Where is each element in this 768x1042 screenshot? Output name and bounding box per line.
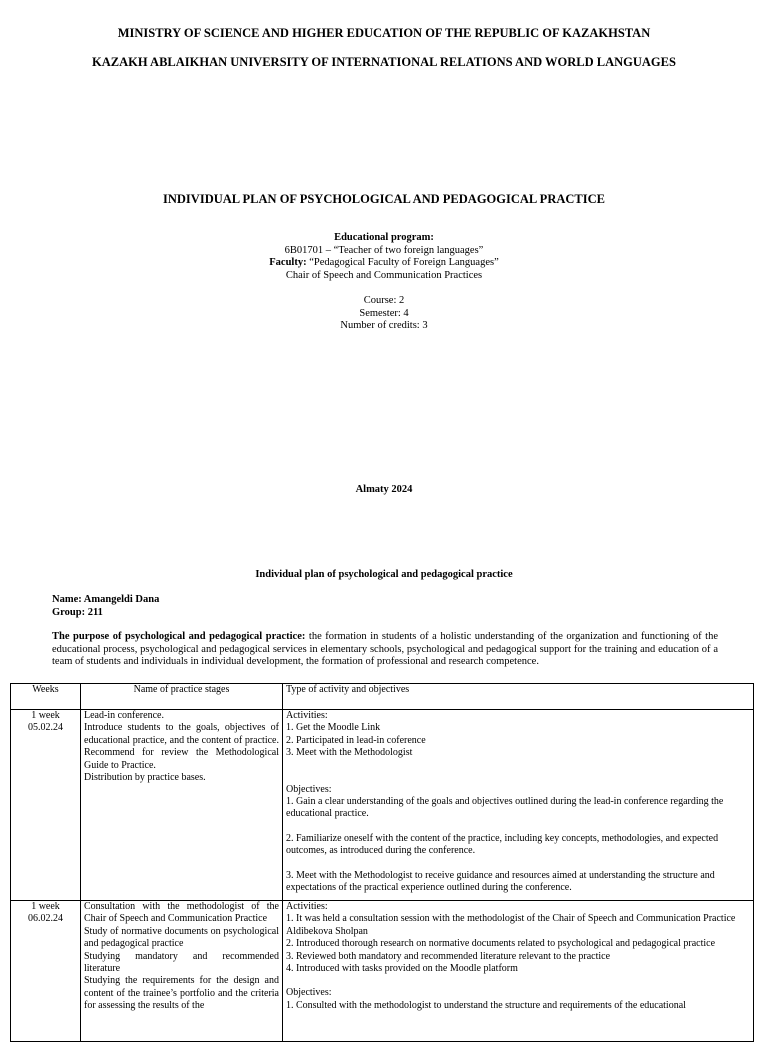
- week-date: 05.02.24: [28, 722, 63, 734]
- activity-item: 1. Get the Moodle Link: [286, 722, 381, 734]
- course: Course: 2: [363, 294, 405, 306]
- objective-item: 3. Meet with the Methodologist to receive guidance and resources aimed at understanding the structure and expectations of the practical experience outlined during the conference.: [286, 869, 715, 894]
- program-code: 6B01701 – “Teacher of two foreign languages”: [284, 244, 484, 256]
- objective-item: 1. Gain a clear understanding of the goals and objectives outlined during the lead-in conference regarding the educational practice.: [286, 796, 724, 820]
- stage-item: Lead-in conference.: [84, 710, 164, 721]
- activity-cell: [283, 710, 754, 901]
- stages-cell: [81, 901, 283, 1042]
- document-title: INDIVIDUAL PLAN OF PSYCHOLOGICAL AND PEDAGOGICAL PRACTICE: [163, 192, 605, 206]
- week-label: 1 week: [31, 901, 60, 912]
- objective-item: 2. Familiarize oneself with the content of the practice, including key concepts, methodologies, and expected outcomes, as introduced during the conference.: [286, 832, 719, 857]
- semester: Semester: 4: [359, 307, 409, 319]
- purpose-text: the formation in students of a holistic understanding of the organization and functioning of the educational process, psychological and pedagogical services in elementary schools, psychological and pedagogical support for the training and education of a team of students and individuals in individual development, the formation of professional and research competence.: [52, 631, 719, 668]
- chair-name: Chair of Speech and Communication Practices: [285, 269, 483, 281]
- faculty-name: “Pedagogical Faculty of Foreign Languages”: [309, 257, 499, 269]
- credits: Number of credits: 3: [340, 320, 428, 332]
- week-cell: [11, 710, 81, 901]
- table-row: [11, 901, 754, 1042]
- ministry-heading: MINISTRY OF SCIENCE AND HIGHER EDUCATION OF THE REPUBLIC OF KAZAKHSTAN: [117, 26, 651, 40]
- practice-table: [10, 683, 754, 1042]
- activity-item: 3. Meet with the Methodologist: [286, 747, 413, 759]
- objectives-label: Objectives:: [286, 783, 332, 795]
- activity-cell: [283, 901, 754, 1042]
- week-label: 1 week: [31, 710, 60, 721]
- faculty-line: [0, 257, 768, 270]
- week-cell: [11, 901, 81, 1042]
- objective-item: 1. Consulted with the methodologist to understand the structure and requirements of the educational: [286, 999, 686, 1011]
- faculty-label: Faculty:: [269, 257, 307, 269]
- university-heading: KAZAKH ABLAIKHAN UNIVERSITY OF INTERNATIONAL RELATIONS AND WORLD LANGUAGES: [92, 55, 676, 69]
- program-label: Educational program:: [334, 232, 434, 243]
- plan-title: Individual plan of psychological and pedagogical practice: [255, 569, 513, 580]
- purpose-label: The purpose of psychological and pedagogical practice:: [52, 631, 306, 642]
- student-name: Name: Amangeldi Dana: [52, 594, 160, 605]
- activity-item: 2. Introduced thorough research on normative documents related to psychological and pedagogical practice: [286, 938, 716, 950]
- stage-item: Distribution by practice bases.: [84, 772, 206, 784]
- stage-item: Studying mandatory and recommended literature: [84, 950, 279, 975]
- week-date: 06.02.24: [28, 913, 63, 925]
- activity-item: 4. Introduced with tasks provided on the Moodle platform: [286, 963, 518, 975]
- table-row: [11, 710, 754, 901]
- purpose-paragraph: [52, 631, 718, 669]
- header-activity: Type of activity and objectives: [283, 684, 754, 710]
- table-header-row: [11, 684, 754, 710]
- activity-item: 2. Participated in lead-in coference: [286, 734, 426, 746]
- stage-item: Introduce students to the goals, objectives of educational practice, and the content of practice. Recommend for review the Methodological Guide to Practice.: [84, 722, 279, 771]
- header-stages: Name of practice stages: [81, 684, 283, 710]
- stages-cell: [81, 710, 283, 901]
- program-block: [0, 232, 768, 333]
- stage-item: Studying the requirements for the design and content of the trainee’s portfolio and the criteria for assessing the results of the: [84, 975, 279, 1012]
- stage-item: Study of normative documents on psychological and pedagogical practice: [84, 925, 279, 950]
- activity-item: 3. Reviewed both mandatory and recommended literature relevant to the practice: [286, 950, 611, 962]
- student-info: [52, 594, 159, 619]
- objectives-label: Objectives:: [286, 987, 332, 999]
- header-weeks: Weeks: [11, 684, 81, 710]
- stage-item: Consultation with the methodologist of the Chair of Speech and Communication Practice: [84, 901, 279, 925]
- activities-label: Activities:: [286, 710, 328, 721]
- place-year: Almaty 2024: [355, 484, 413, 495]
- activities-label: Activities:: [286, 901, 328, 912]
- activity-item: 1. It was held a consultation session with the methodologist of the Chair of Speech and Communication Practice Aldibekova Sholpan: [286, 913, 736, 937]
- student-group: Group: 211: [52, 606, 103, 618]
